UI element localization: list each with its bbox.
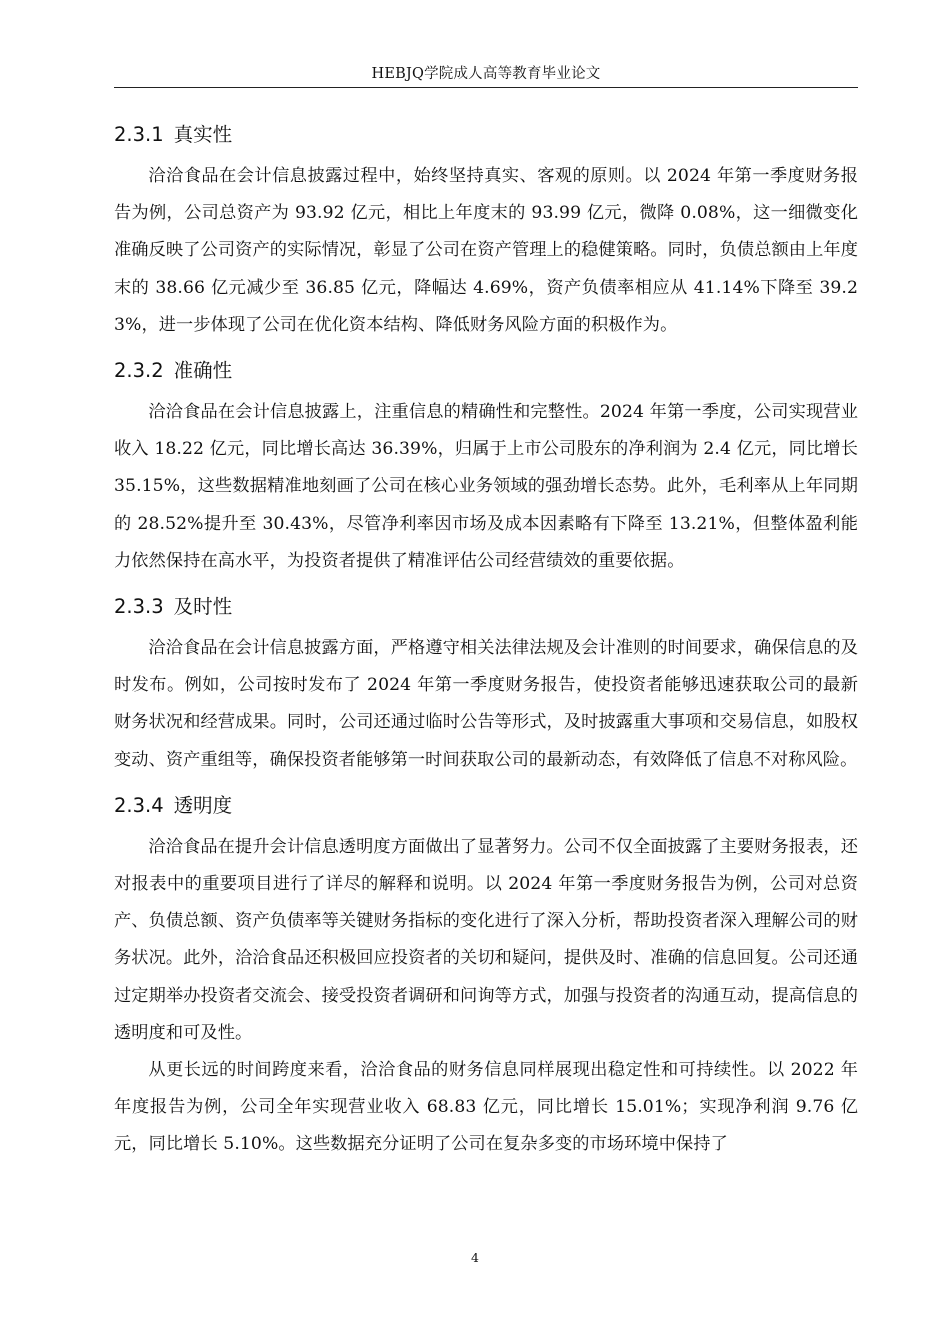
document-body: [114, 120, 858, 1176]
section-transparency: [114, 791, 858, 1164]
section-heading: [114, 592, 858, 622]
section-number: 2.3.3: [114, 595, 164, 619]
section-number: 2.3.1: [114, 123, 164, 146]
paragraph: 洽洽食品在会计信息披露上，注重信息的精确性和完整性。2024 年第一季度，公司实现营业收入 18.22 亿元，同比增长高达 36.39%，归属于上市公司股东的净利润为 2.4 亿元，同比增长 35.15%，这些数据精准地刻画了公司在核心业务领域的强劲增长态势。此外，毛利率从上年同期的 28.52%提升至 30.43%，尽管净利率因市场及成本因素略有下降至 13.21%，但整体盈利能力依然保持在高水平，为投资者提供了精准评估公司经营绩效的重要依据。: [114, 402, 858, 571]
section-accuracy: [114, 356, 858, 580]
section-timeliness: [114, 592, 858, 779]
section-number: 2.3.4: [114, 793, 164, 817]
section-authenticity: [114, 120, 858, 344]
paragraph: 从更长远的时间跨度来看，洽洽食品的财务信息同样展现出稳定性和可持续性。以 2022 年年度报告为例，公司全年实现营业收入 68.83 亿元，同比增长 15.01%；实现净利润 9.76 亿元，同比增长 5.10%。这些数据充分证明了公司在复杂多变的市场环境中保持了: [114, 1060, 858, 1155]
section-title: 及时性: [173, 595, 233, 619]
page-number: 4: [471, 1250, 479, 1265]
paragraph: 洽洽食品在会计信息披露方面，严格遵守相关法律法规及会计准则的时间要求，确保信息的及时发布。例如，公司按时发布了 2024 年第一季度财务报告，使投资者能够迅速获取公司的最新财务状况和经营成果。同时，公司还通过临时公告等形式，及时披露重大事项和交易信息，如股权变动、资产重组等，确保投资者能够第一时间获取公司的最新动态，有效降低了信息不对称风险。: [114, 638, 858, 770]
section-title: 准确性: [173, 359, 233, 383]
section-title: 真实性: [173, 123, 233, 146]
paragraph: 洽洽食品在提升会计信息透明度方面做出了显著努力。公司不仅全面披露了主要财务报表，还对报表中的重要项目进行了详尽的解释和说明。以 2024 年第一季度财务报告为例，公司对总资产、负债总额、资产负债率等关键财务指标的变化进行了深入分析，帮助投资者深入理解公司的财务状况。此外，洽洽食品还积极回应投资者的关切和疑问，提供及时、准确的信息回复。公司还通过定期举办投资者交流会、接受投资者调研和问询等方式，加强与投资者的沟通互动，提高信息的透明度和可及性。: [114, 836, 858, 1043]
section-heading: [114, 120, 858, 150]
section-heading: [114, 791, 858, 821]
paragraph: 洽洽食品在会计信息披露过程中，始终坚持真实、客观的原则。以 2024 年第一季度财务报告为例，公司总资产为 93.92 亿元，相比上年度末的 93.99 亿元，微降 0.08%，这一细微变化准确反映了公司资产的实际情况，彰显了公司在资产管理上的稳健策略。同时，负债总额由上年度末的 38.66 亿元减少至 36.85 亿元，降幅达 4.69%，资产负债率相应从 41.14%下降至 39.23%，进一步体现了公司在优化资本结构、降低财务风险方面的积极作为。: [114, 166, 858, 335]
section-number: 2.3.2: [114, 359, 164, 383]
section-heading: [114, 356, 858, 386]
section-title: 透明度: [173, 793, 233, 817]
header-divider: [114, 87, 858, 88]
running-header: HEBJQ学院成人高等教育毕业论文: [371, 66, 601, 82]
